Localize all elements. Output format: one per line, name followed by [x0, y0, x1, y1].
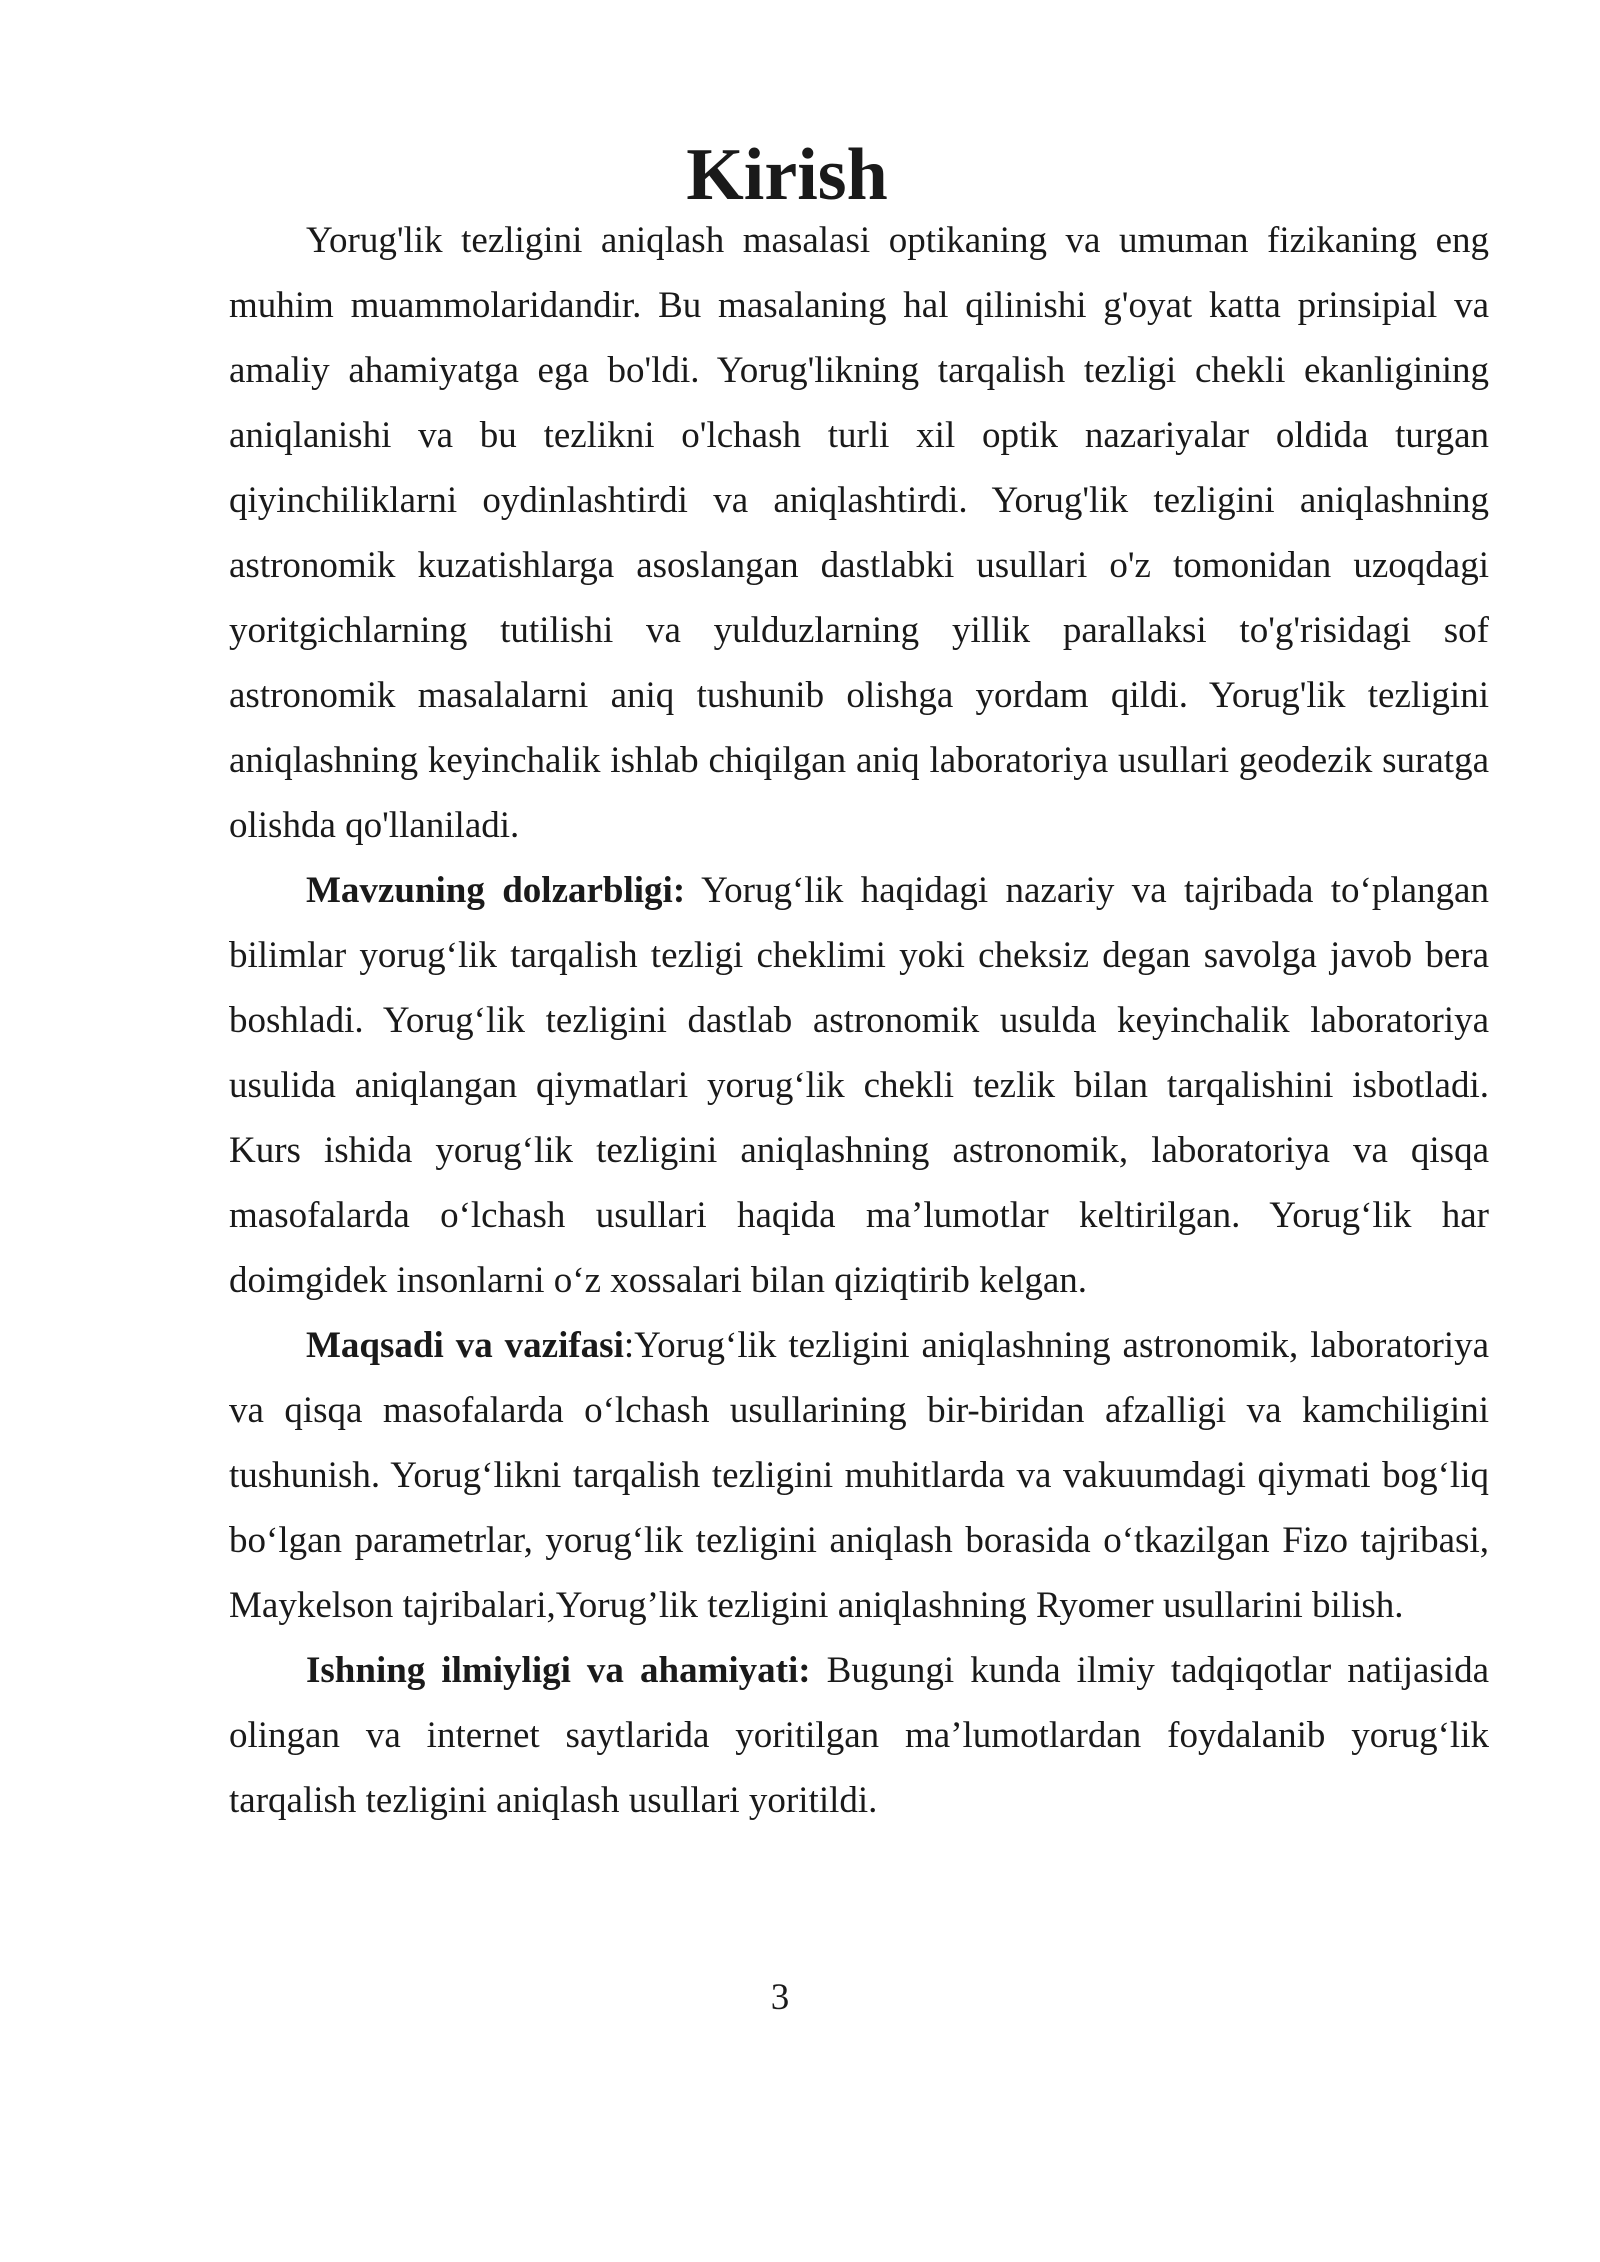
document-body	[229, 208, 1489, 1833]
paragraph-text: Yorug'lik tezligini aniqlash masalasi optikaning va umuman fizikaning eng muhim muammolaridandir. Bu masalaning hal qilinishi g'oyat katta prinsipial va amaliy ahamiyatga ega bo'ldi. Yorug'likning tarqalish tezligi chekli ekanligining aniqlanishi va bu tezlikni o'lchash turli xil optik nazariyalar oldida turgan qiyinchiliklarni oydinlashtirdi va aniqlashtirdi. Yorug'lik tezligini aniqlashning astronomik kuzatishlarga asoslangan dastlabki usullari o'z tomonidan uzoqdagi yoritgichlarning tutilishi va yulduzlarning yillik parallaksi to'g'risidagi sof astronomik masalalarni aniq tushunib olishga yordam qildi. Yorug'lik tezligini aniqlashning keyinchalik ishlab chiqilgan aniq laboratoriya usullari geodezik suratga olishda qo'llaniladi.	[229, 220, 1489, 846]
paragraph-text: Bugungi kunda ilmiy tadqiqotlar natijasida olingan va internet saytlarida yoritilgan ma’lumotlardan foydalanib yorug‘lik tarqalish tezligini aniqlash usullari yoritildi.	[229, 1650, 1489, 1821]
page-title: Kirish	[686, 134, 888, 216]
paragraph-significance	[229, 1638, 1489, 1833]
paragraph-goals	[229, 1313, 1489, 1638]
paragraph-heading: Maqsadi va vazifasi	[306, 1325, 624, 1366]
paragraph-text: :Yorug‘lik tezligini aniqlashning astronomik, laboratoriya va qisqa masofalarda o‘lchash usullarining bir-biridan afzalligi va kamchiligini tushunish. Yorug‘likni tarqalish tezligini muhitlarda va vakuumdagi qiymati bog‘liq bo‘lgan parametrlar, yorug‘lik tezligini aniqlash borasida o‘tkazilgan Fizo tajribasi, Maykelson tajribalari,Yorug’lik tezligini aniqlashning Ryomer usullarini bilish.	[229, 1325, 1489, 1626]
page-number: 3	[770, 1977, 790, 2018]
paragraph-heading: Mavzuning dolzarbligi:	[306, 870, 686, 911]
paragraph-heading: Ishning ilmiyligi va ahamiyati:	[306, 1650, 811, 1691]
paragraph-text: Yorug‘lik haqidagi nazariy va tajribada to‘plangan bilimlar yorug‘lik tarqalish tezligi cheklimi yoki cheksiz degan savolga javob bera boshladi. Yorug‘lik tezligini dastlab astronomik usulda keyinchalik laboratoriya usulida aniqlangan qiymatlari yorug‘lik chekli tezlik bilan tarqalishini isbotladi. Kurs ishida yorug‘lik tezligini aniqlashning astronomik, laboratoriya va qisqa masofalarda o‘lchash usullari haqida ma’lumotlar keltirilgan. Yorug‘lik har doimgidek insonlarni o‘z xossalari bilan qiziqtirib kelgan.	[229, 870, 1489, 1301]
paragraph-relevance	[229, 858, 1489, 1313]
paragraph-introduction	[229, 208, 1489, 858]
